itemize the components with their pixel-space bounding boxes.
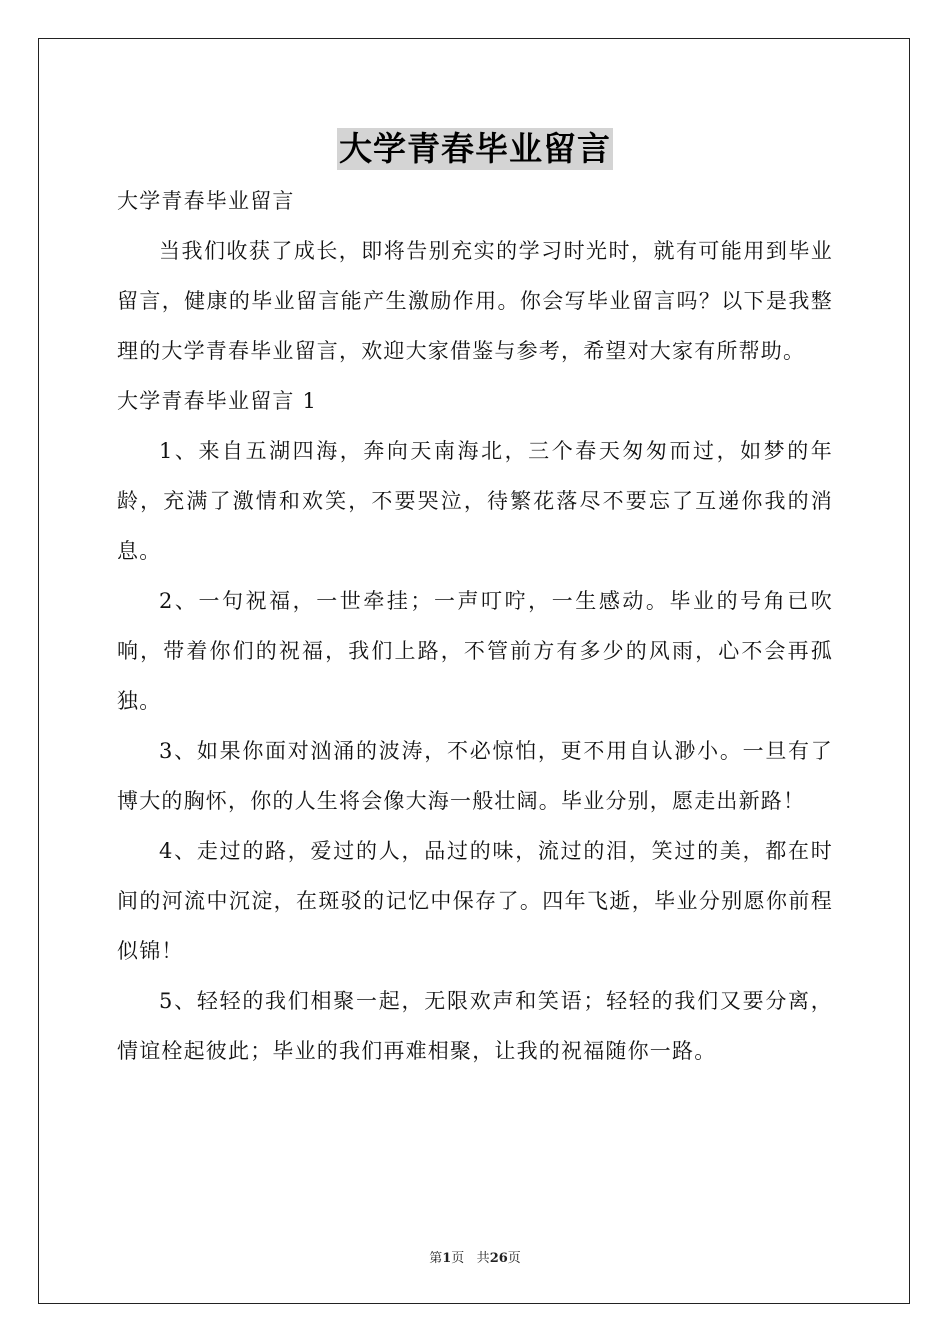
page-number: 1: [442, 1251, 452, 1266]
total-suffix: 页: [507, 1251, 521, 1266]
page-suffix: 页: [451, 1251, 465, 1266]
total-pages: 26: [489, 1251, 508, 1266]
paragraph: 4、走过的路，爱过的人，品过的味，流过的泪，笑过的美，都在时间的河流中沉淀，在斑驳的记忆中保存了。四年飞逝，毕业分别愿你前程似锦！: [117, 839, 833, 963]
paragraph: 大学青春毕业留言 1: [117, 389, 318, 413]
paragraph: 3、如果你面对汹涌的波涛，不必惊怕，更不用自认渺小。一旦有了博大的胸怀，你的人生将会像大海一般壮阔。毕业分别，愿走出新路！: [117, 739, 833, 813]
total-prefix: 共: [476, 1251, 490, 1266]
paragraph: 1、来自五湖四海，奔向天南海北，三个春天匆匆而过，如梦的年龄，充满了激情和欢笑，不要哭泣，待繁花落尽不要忘了互递你我的消息。: [117, 439, 833, 563]
paragraph: 当我们收获了成长，即将告别充实的学习时光时，就有可能用到毕业留言，健康的毕业留言能产生激励作用。你会写毕业留言吗？以下是我整理的大学青春毕业留言，欢迎大家借鉴与参考，希望对大家有所帮助。: [117, 239, 833, 363]
paragraph: 大学青春毕业留言: [117, 189, 295, 213]
document-title: 大学青春毕业留言: [339, 129, 611, 168]
document-body: [117, 176, 833, 1076]
page-footer: [0, 1247, 950, 1266]
page-prefix: 第: [429, 1251, 443, 1266]
paragraph: 5、轻轻的我们相聚一起，无限欢声和笑语；轻轻的我们又要分离，情谊栓起彼此；毕业的我们再难相聚，让我的祝福随你一路。: [117, 989, 833, 1063]
title-wrap: [0, 128, 950, 170]
paragraph: 2、一句祝福，一世牵挂；一声叮咛，一生感动。毕业的号角已吹响，带着你们的祝福，我们上路，不管前方有多少的风雨，心不会再孤独。: [117, 589, 833, 713]
